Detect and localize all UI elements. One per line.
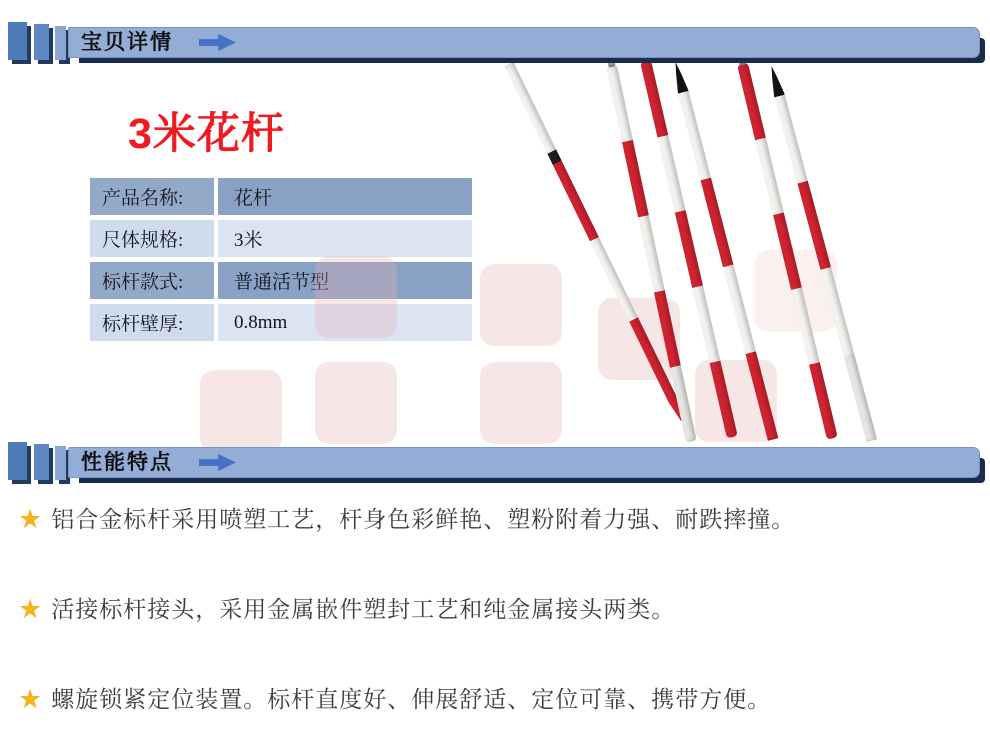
spec-label: 产品名称: <box>90 178 214 215</box>
survey-pole <box>640 60 738 439</box>
feature-item <box>18 500 978 538</box>
spec-value: 3米 <box>218 220 472 257</box>
watermark-square <box>598 298 680 380</box>
section-title: 性能特点 <box>81 451 173 474</box>
deco-bar <box>34 24 49 60</box>
spec-table <box>90 178 472 341</box>
survey-pole <box>766 65 877 443</box>
spec-row <box>90 262 472 299</box>
feature-list <box>18 500 978 718</box>
survey-pole <box>737 63 838 440</box>
watermark-square <box>200 370 282 452</box>
watermark-square <box>695 360 777 442</box>
deco-bar <box>55 446 66 480</box>
spec-label: 标杆款式: <box>90 262 214 299</box>
spec-row <box>90 178 472 215</box>
section-header-details <box>0 22 990 68</box>
product-title: 3米花杆 <box>128 110 285 158</box>
feature-item <box>18 680 978 718</box>
feature-text: 螺旋锁紧定位装置。标杆直度好、伸展舒适、定位可靠、携带方便。 <box>51 686 772 712</box>
star-icon: ★ <box>18 594 43 624</box>
survey-pole <box>505 62 692 431</box>
watermark-square <box>315 362 397 444</box>
watermark-square <box>480 362 562 444</box>
deco-bar <box>55 26 66 60</box>
section-header-features <box>0 442 990 488</box>
watermark-square <box>480 264 562 346</box>
spec-label: 标杆壁厚: <box>90 304 214 341</box>
spec-label: 尺体规格: <box>90 220 214 257</box>
deco-bar <box>8 442 27 480</box>
deco-bar <box>8 22 27 60</box>
feature-text: 铝合金标杆采用喷塑工艺，杆身色彩鲜艳、塑粉附着力强、耐跌摔撞。 <box>51 506 796 532</box>
spec-value: 普通活节型 <box>218 262 472 299</box>
star-icon: ★ <box>18 684 43 714</box>
section-title: 宝贝详情 <box>81 31 173 54</box>
arrow-right-icon <box>199 34 236 51</box>
spec-row <box>90 220 472 257</box>
survey-pole <box>670 61 778 441</box>
feature-item <box>18 590 978 628</box>
section-banner <box>68 447 980 478</box>
arrow-right-icon <box>199 454 236 471</box>
spec-value: 花杆 <box>218 178 472 215</box>
survey-pole <box>606 65 697 443</box>
deco-bar <box>34 444 49 480</box>
feature-text: 活接标杆接头，采用金属嵌件塑封工艺和纯金属接头两类。 <box>51 596 676 622</box>
star-icon: ★ <box>18 504 43 534</box>
watermark-square <box>755 250 837 332</box>
section-banner <box>68 27 980 58</box>
spec-row <box>90 304 472 341</box>
spec-value: 0.8mm <box>218 304 472 341</box>
